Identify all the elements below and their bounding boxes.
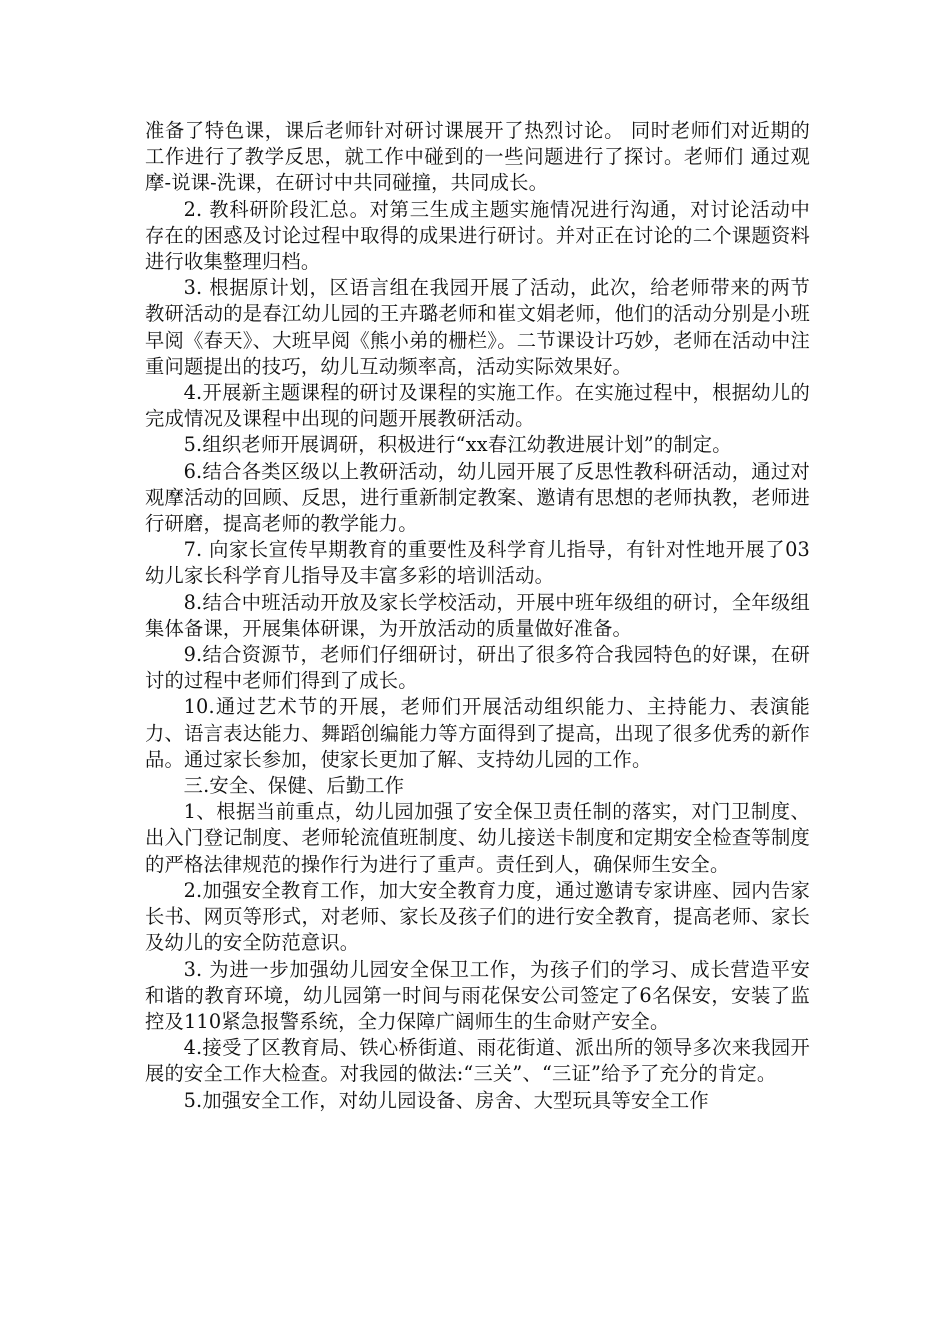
paragraph-15: 5.加强安全工作，对幼儿园设备、房舍、大型玩具等安全工作 [183,1088,709,1112]
paragraph-1: 准备了特色课，课后老师针对研讨课展开了热烈讨论。 同时老师们对近期的工作进行了教学反思，就工作中碰到的一些问题进行了探讨。老师们 通过观摩-说课-洗课，在研讨中共同碰撞，共同成长。 [145,119,810,195]
paragraph-13: 3. 为进一步加强幼儿园安全保卫工作，为孩子们的学习、成长营造平安和谐的教育环境，幼儿园第一时间与雨花保安公司签定了6名保安，安装了监控及110紧急报警系统，全力保障广阔师生的生命财产安全。 [145,957,810,1033]
section-heading: 三.安全、保健、后勤工作 [183,774,405,798]
paragraph-6: 6.结合各类区级以上教研活动，幼儿园开展了反思性教科研活动，通过对观摩活动的回顾、反思，进行重新制定教案、邀请有思想的老师执教，老师进行研磨，提高老师的教学能力。 [145,459,810,536]
paragraph-10: 10.通过艺术节的开展，老师们开展活动组织能力、主持能力、表演能力、语言表达能力、舞蹈创编能力等方面得到了提高，出现了很多优秀的新作品。通过家长参加，使家长更加了解、支持幼儿园的工作。 [145,695,810,771]
paragraph-4: 4.开展新主题课程的研讨及课程的实施工作。在实施过程中，根据幼儿的完成情况及课程中出现的问题开展教研活动。 [145,381,810,431]
paragraph-5: 5.组织老师开展调研，积极进行“xx春江幼教进展计划”的制定。 [183,433,732,457]
paragraph-14: 4.接受了区教育局、铁心桥街道、雨花街道、派出所的领导多次来我园开展的安全工作大检查。对我园的做法:“三关”、“三证”给予了充分的肯定。 [145,1036,810,1086]
paragraph-12: 2.加强安全教育工作，加大安全教育力度，通过邀请专家讲座、园内告家长书、网页等形式，对老师、家长及孩子们的进行安全教育，提高老师、家长及幼儿的安全防范意识。 [145,878,810,955]
paragraph-9: 9.结合资源节，老师们仔细研讨，研出了很多符合我园特色的好课，在研讨的过程中老师们得到了成长。 [145,643,810,693]
paragraph-11: 1、根据当前重点，幼儿园加强了安全保卫责任制的落实，对门卫制度、出入门登记制度、老师轮流值班制度、幼儿接送卡制度和定期安全检查等制度的严格法律规范的操作行为进行了重声。责任到人，确保师生安全。 [145,800,810,876]
paragraph-8: 8.结合中班活动开放及家长学校活动，开展中班年级组的研讨，全年级组集体备课，开展集体研课，为开放活动的质量做好准备。 [145,590,810,640]
document-page [145,118,810,1114]
paragraph-3: 3. 根据原计划，区语言组在我园开展了活动，此次，给老师带来的两节教研活动的是春江幼儿园的王卉璐老师和崔文娟老师，他们的活动分别是小班早阅《春天》、大班早阅《熊小弟的栅栏》。二节课设计巧妙，老师在活动中注重问题提出的技巧，幼儿互动频率高，活动实际效果好。 [145,276,810,378]
paragraph-7: 7. 向家长宣传早期教育的重要性及科学育儿指导，有针对性地开展了03幼儿家长科学育儿指导及丰富多彩的培训活动。 [145,538,810,588]
paragraph-2: 2. 教科研阶段汇总。对第三生成主题实施情况进行沟通，对讨论活动中存在的困惑及讨论过程中取得的成果进行研讨。并对正在讨论的二个课题资料进行收集整理归档。 [145,197,810,274]
